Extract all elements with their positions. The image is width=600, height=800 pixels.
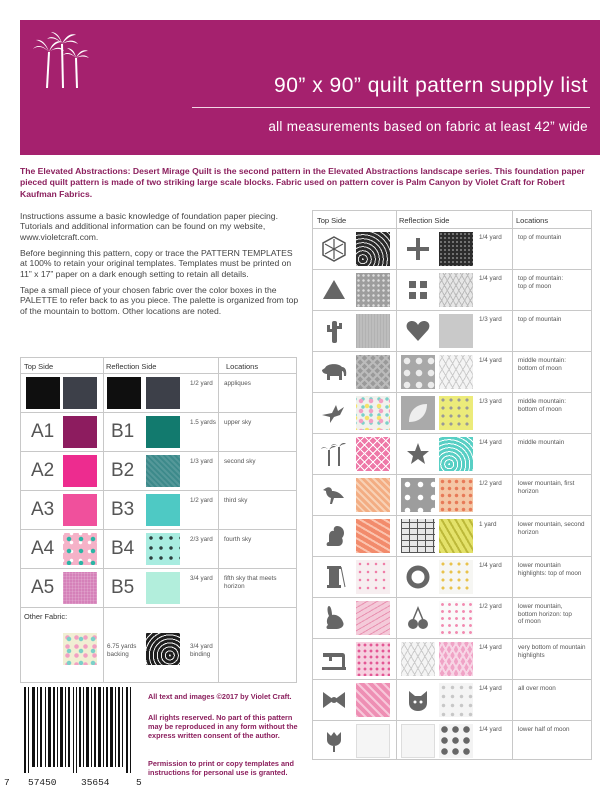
location: lower mountain, second horizon [518, 521, 585, 536]
table-row [21, 569, 296, 608]
page-title: 90” x 90” quilt pattern supply list [274, 74, 588, 97]
fabric-swatch [356, 519, 390, 553]
cactus-icon [317, 314, 351, 348]
table-row [21, 452, 296, 491]
fabric-swatch [439, 232, 473, 266]
triangle-icon [317, 273, 351, 307]
header-reflection-side: Reflection Side [106, 362, 157, 371]
fabric-swatch [26, 377, 60, 409]
fabric-swatch [439, 601, 473, 635]
leaf-icon [401, 396, 435, 430]
location: all over moon [518, 685, 556, 692]
fabric-swatch [401, 724, 435, 758]
yardage: 1/2 yard [190, 380, 213, 387]
instructions-paragraph: Instructions assume a basic knowledge of foundation paper piecing. Tutorials and additional information can be found on my website, www.violetcraft.com. [20, 211, 278, 242]
fabric-swatch [63, 416, 97, 448]
fabric-swatch [439, 396, 473, 430]
location: middle mountain [518, 439, 565, 446]
table-row [313, 721, 591, 761]
rabbit-icon [317, 601, 351, 635]
yardage: 1/4 yard [479, 726, 502, 733]
fabric-swatch [439, 560, 473, 594]
fabric-swatch [356, 437, 390, 471]
fabric-label: B2 [111, 460, 135, 481]
table-row [313, 475, 591, 516]
fabric-swatch [356, 273, 390, 307]
fabric-swatch [439, 314, 473, 348]
backing-yardage: 6.75 yards backing [107, 643, 137, 658]
location: lower mountain, first horizon [518, 480, 575, 495]
yardage: 1/4 yard [479, 685, 502, 692]
permission-text: Permission to print or copy templates and instructions for personal use is granted. [148, 759, 294, 777]
location: lower mountain highlights: top of moon [518, 562, 582, 577]
barcode-digit: 35654 [81, 777, 110, 788]
fabric-swatch [439, 519, 473, 553]
rights-text: All rights reserved. No part of this pattern may be reproduced in any form without the express written consent of the author. [148, 713, 298, 740]
fabric-swatch [439, 642, 473, 676]
fabric-swatch [356, 642, 390, 676]
bow-icon [317, 683, 351, 717]
thread-spool-icon [317, 560, 351, 594]
page-subtitle: all measurements based on fabric at least 42” wide [268, 119, 588, 134]
fabric-swatch [146, 572, 180, 604]
yardage: 1/2 yard [190, 497, 213, 504]
header-top-side: Top Side [24, 362, 54, 371]
fabric-swatch [356, 683, 390, 717]
table-row [313, 311, 591, 352]
plus-icon [401, 232, 435, 266]
yardage: 1/3 yard [190, 458, 213, 465]
table-row [313, 229, 591, 270]
table-row [313, 434, 591, 475]
barcode [20, 687, 140, 773]
location: appliques [224, 380, 251, 387]
yardage: 1/4 yard [479, 644, 502, 651]
location: upper sky [224, 419, 252, 426]
location: second sky [224, 458, 256, 465]
pheasant-icon [317, 478, 351, 512]
table-row [313, 352, 591, 393]
fabric-swatch [356, 560, 390, 594]
fabric-label: B3 [111, 499, 135, 520]
yardage: 3/4 yard [190, 575, 213, 582]
fabric-swatch [146, 633, 180, 665]
fabric-label: A5 [31, 577, 55, 598]
yardage: 1/4 yard [479, 357, 502, 364]
squirrel-icon [317, 519, 351, 553]
location: fifth sky that meets horizon [224, 575, 277, 590]
yardage: 1/4 yard [479, 562, 502, 569]
header-reflection-side: Reflection Side [399, 216, 450, 225]
location: top of mountain [518, 316, 562, 323]
location: top of mountain: top of moon [518, 275, 564, 290]
yardage: 1/4 yard [479, 439, 502, 446]
table-row [313, 393, 591, 434]
table-row [21, 530, 296, 569]
table-row [313, 680, 591, 721]
fabric-swatch [356, 396, 390, 430]
yardage: 1.5 yards [190, 419, 216, 426]
star-icon [401, 437, 435, 471]
table-row [313, 598, 591, 639]
table-row [21, 413, 296, 452]
mountain-fabric-table [312, 210, 592, 760]
palm-trees-icon [317, 437, 351, 471]
fabric-label: A4 [31, 538, 55, 559]
heart-icon [401, 314, 435, 348]
fabric-label: B5 [111, 577, 135, 598]
header-top-side: Top Side [317, 216, 347, 225]
fabric-swatch [439, 273, 473, 307]
fabric-swatch [439, 683, 473, 717]
fabric-swatch [356, 314, 390, 348]
cherries-icon [401, 601, 435, 635]
templates-paragraph: Before beginning this pattern, copy or trace the PATTERN TEMPLATES at 100% to retain your original templates. Templates must be printed on 11” x 17” paper on a dark enough setting to retain all details. [20, 248, 293, 279]
header-banner [20, 20, 600, 155]
yardage: 1/3 yard [479, 398, 502, 405]
fabric-swatch [356, 724, 390, 758]
yardage: 1/4 yard [479, 275, 502, 282]
fabric-swatch [439, 478, 473, 512]
fabric-swatch [63, 494, 97, 526]
fabric-swatch [107, 377, 141, 409]
fabric-swatch [439, 724, 473, 758]
table-row [313, 270, 591, 311]
copyright-text: All text and images ©2017 by Violet Craft. [148, 692, 292, 701]
table-row [313, 516, 591, 557]
yardage: 1/2 yard [479, 603, 502, 610]
location: lower mountain, bottom horizon: top of moon [518, 603, 572, 625]
fabric-swatch [146, 494, 180, 526]
fabric-swatch [63, 455, 97, 487]
fabric-label: A2 [31, 460, 55, 481]
yardage: 2/3 yard [190, 536, 213, 543]
fabric-swatch [356, 355, 390, 389]
fabric-swatch [356, 232, 390, 266]
location: very bottom of mountain highlights [518, 644, 586, 659]
table-row [313, 639, 591, 680]
table-row [313, 557, 591, 598]
fabric-label: A3 [31, 499, 55, 520]
fabric-swatch [63, 377, 97, 409]
four-squares-icon [401, 273, 435, 307]
fabric-label: B1 [111, 421, 135, 442]
fabric-swatch [146, 416, 180, 448]
fabric-swatch [401, 642, 435, 676]
yardage: 1/3 yard [479, 316, 502, 323]
location: lower half of moon [518, 726, 570, 733]
grid-icon [401, 519, 435, 553]
fabric-swatch [63, 533, 97, 565]
fabric-swatch [439, 437, 473, 471]
fabric-label: A1 [31, 421, 55, 442]
header-locations: Locations [226, 362, 259, 371]
hummingbird-icon [317, 396, 351, 430]
location: fourth sky [224, 536, 252, 543]
ring-icon [401, 560, 435, 594]
sewing-machine-icon [317, 642, 351, 676]
palette-paragraph: Tape a small piece of your chosen fabric over the color boxes in the PALETTE to refer back to as you piece. The palette is organized from top of the mountain to bottom. Other locations are noted. [20, 285, 299, 316]
barcode-digit: 57450 [28, 777, 57, 788]
sky-fabric-table [20, 357, 297, 683]
other-fabric-label: Other Fabric: [24, 612, 68, 621]
fabric-swatch [63, 572, 97, 604]
header-divider [192, 107, 590, 108]
elephant-icon [317, 355, 351, 389]
fabric-swatch [146, 377, 180, 409]
yardage: 1/2 yard [479, 480, 502, 487]
fabric-swatch [146, 533, 180, 565]
hexagon-flower-icon [317, 232, 351, 266]
fabric-swatch [146, 455, 180, 487]
yardage: 1 yard [479, 521, 497, 528]
yardage: 1/4 yard [479, 234, 502, 241]
palm-leaf-icon [401, 355, 435, 389]
cat-icon [401, 683, 435, 717]
fabric-swatch [63, 633, 97, 665]
tulip-icon [317, 724, 351, 758]
flowers-icon [401, 478, 435, 512]
intro-text: The Elevated Abstractions: Desert Mirage Quilt is the second pattern in the Elevated Abstractions landscape series. This foundation paper pieced quilt pattern is made of two striking large scale blocks. Fabric used on pattern cover is Palm Canyon by Violet Craft for Robert Kaufman Fabrics. [20, 166, 585, 199]
table-header [21, 358, 296, 374]
location: third sky [224, 497, 248, 504]
header-locations: Locations [516, 216, 549, 225]
fabric-swatch [356, 478, 390, 512]
fabric-swatch [356, 601, 390, 635]
palm-trees-logo-icon [32, 30, 90, 90]
location: middle mountain: bottom of moon [518, 357, 566, 372]
barcode-digit: 7 [4, 777, 10, 788]
table-header [313, 211, 591, 229]
table-row [21, 491, 296, 530]
location: middle mountain: bottom of moon [518, 398, 566, 413]
table-row [21, 374, 296, 413]
fabric-label: B4 [111, 538, 135, 559]
binding-yardage: 3/4 yard binding [190, 643, 213, 658]
location: top of mountain [518, 234, 562, 241]
fabric-swatch [439, 355, 473, 389]
barcode-digit: 5 [136, 777, 142, 788]
